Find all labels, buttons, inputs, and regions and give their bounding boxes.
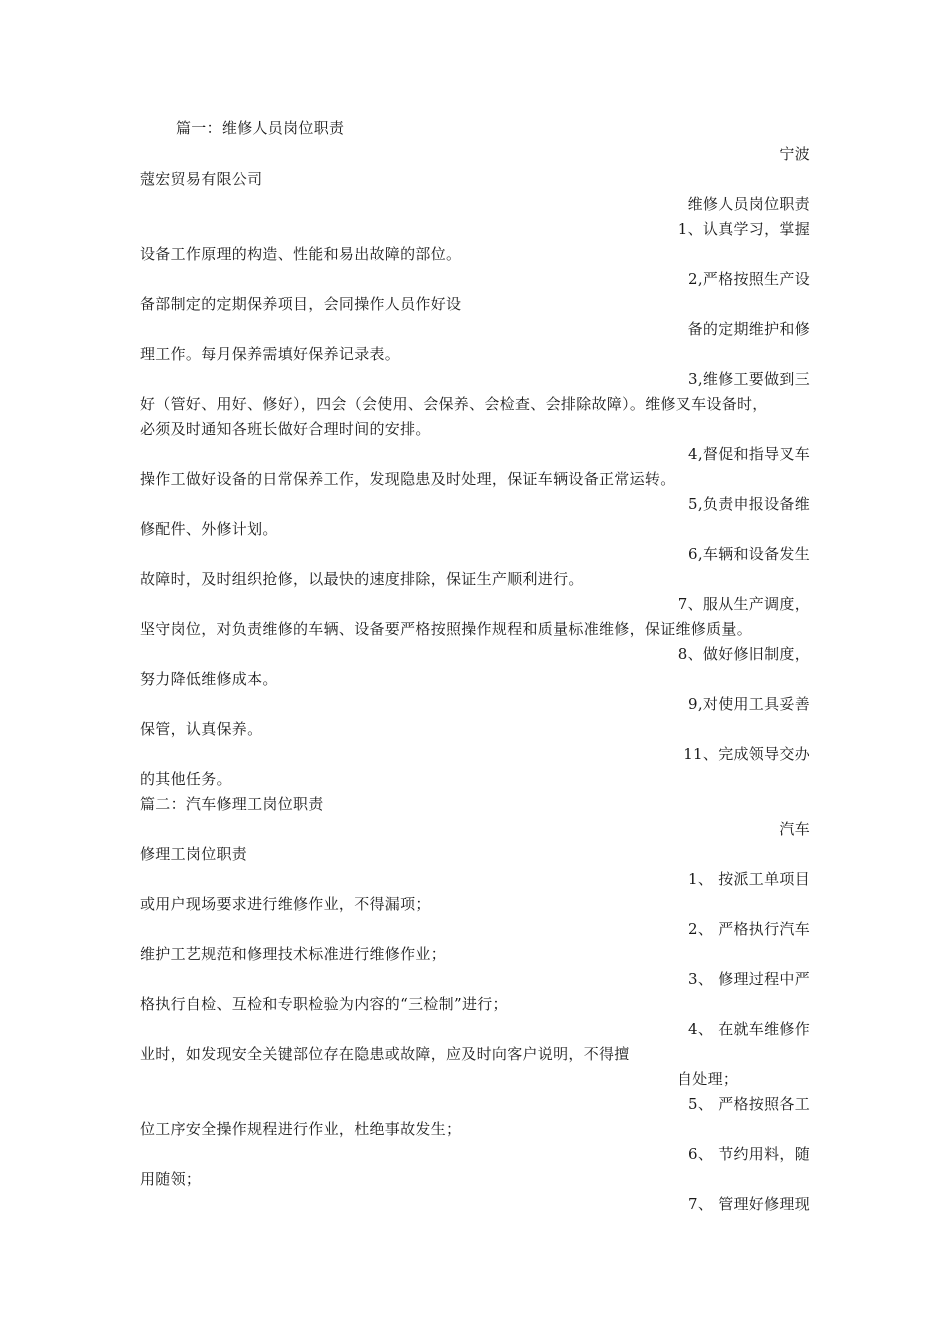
list-item: 11、完成领导交办 [683, 745, 810, 763]
text-line: 格执行自检、互检和专职检验为内容的“三检制”进行； [140, 995, 508, 1013]
text-line: 蔻宏贸易有限公司 [140, 170, 263, 188]
list-item: 2,严格按照生产设 [687, 270, 810, 288]
text-line: 操作工做好设备的日常保养工作，发现隐患及时处理，保证车辆设备正常运转。 [140, 470, 676, 488]
list-item: 4,督促和指导叉车 [687, 445, 810, 463]
text-line: 努力降低维修成本。 [140, 670, 278, 688]
list-item: 5,负责申报设备维 [687, 495, 810, 513]
list-item: 4、 在就车维修作 [687, 1020, 810, 1038]
text-line: 故障时，及时组织抢修，以最快的速度排除，保证生产顺利进行。 [140, 570, 584, 588]
text-line: 修理工岗位职责 [140, 845, 248, 863]
document-subtitle: 维修人员岗位职责 [687, 195, 810, 213]
text-line: 宁波 [779, 145, 810, 163]
list-item: 8、做好修旧制度， [677, 645, 810, 663]
text-line: 自处理； [677, 1070, 739, 1088]
text-line: 位工序安全操作规程进行作业，杜绝事故发生； [140, 1120, 462, 1138]
list-item: 1、 按派工单项目 [687, 870, 810, 888]
list-item: 1、认真学习，掌握 [677, 220, 810, 238]
list-item: 3、 修理过程中严 [687, 970, 810, 988]
section-heading-1: 篇一：维修人员岗位职责 [176, 119, 345, 137]
text-line: 用随领； [140, 1170, 202, 1188]
text-line: 备的定期维护和修 [687, 320, 810, 338]
list-item: 2、 严格执行汽车 [687, 920, 810, 938]
text-line: 设备工作原理的构造、性能和易出故障的部位。 [140, 245, 462, 263]
text-line: 汽车 [779, 820, 810, 838]
list-item: 7、服从生产调度， [677, 595, 810, 613]
text-line: 好（管好、用好、修好），四会（会使用、会保养、会检查、会排除故障）。维修叉车设备时， [140, 395, 768, 413]
text-line: 维护工艺规范和修理技术标准进行维修作业； [140, 945, 447, 963]
text-line: 的其他任务。 [140, 770, 232, 788]
list-item: 9,对使用工具妥善 [687, 695, 810, 713]
list-item: 6、 节约用料，随 [687, 1145, 810, 1163]
text-line: 理工作。每月保养需填好保养记录表。 [140, 345, 401, 363]
text-line: 保管，认真保养。 [140, 720, 263, 738]
text-line: 坚守岗位，对负责维修的车辆、设备要严格按照操作规程和质量标准维修，保证维修质量。 [140, 620, 753, 638]
section-heading-2: 篇二：汽车修理工岗位职责 [140, 795, 324, 813]
list-item: 6,车辆和设备发生 [687, 545, 810, 563]
list-item: 5、 严格按照各工 [687, 1095, 810, 1113]
list-item: 7、 管理好修理现 [687, 1195, 810, 1213]
text-line: 备部制定的定期保养项目，会同操作人员作好设 [140, 295, 462, 313]
list-item: 3,维修工要做到三 [687, 370, 810, 388]
text-line: 或用户现场要求进行维修作业，不得漏项； [140, 895, 431, 913]
text-line: 修配件、外修计划。 [140, 520, 278, 538]
text-line: 业时，如发现安全关键部位存在隐患或故障，应及时向客户说明，不得擅 [140, 1045, 630, 1063]
text-line: 必须及时通知各班长做好合理时间的安排。 [140, 420, 431, 438]
